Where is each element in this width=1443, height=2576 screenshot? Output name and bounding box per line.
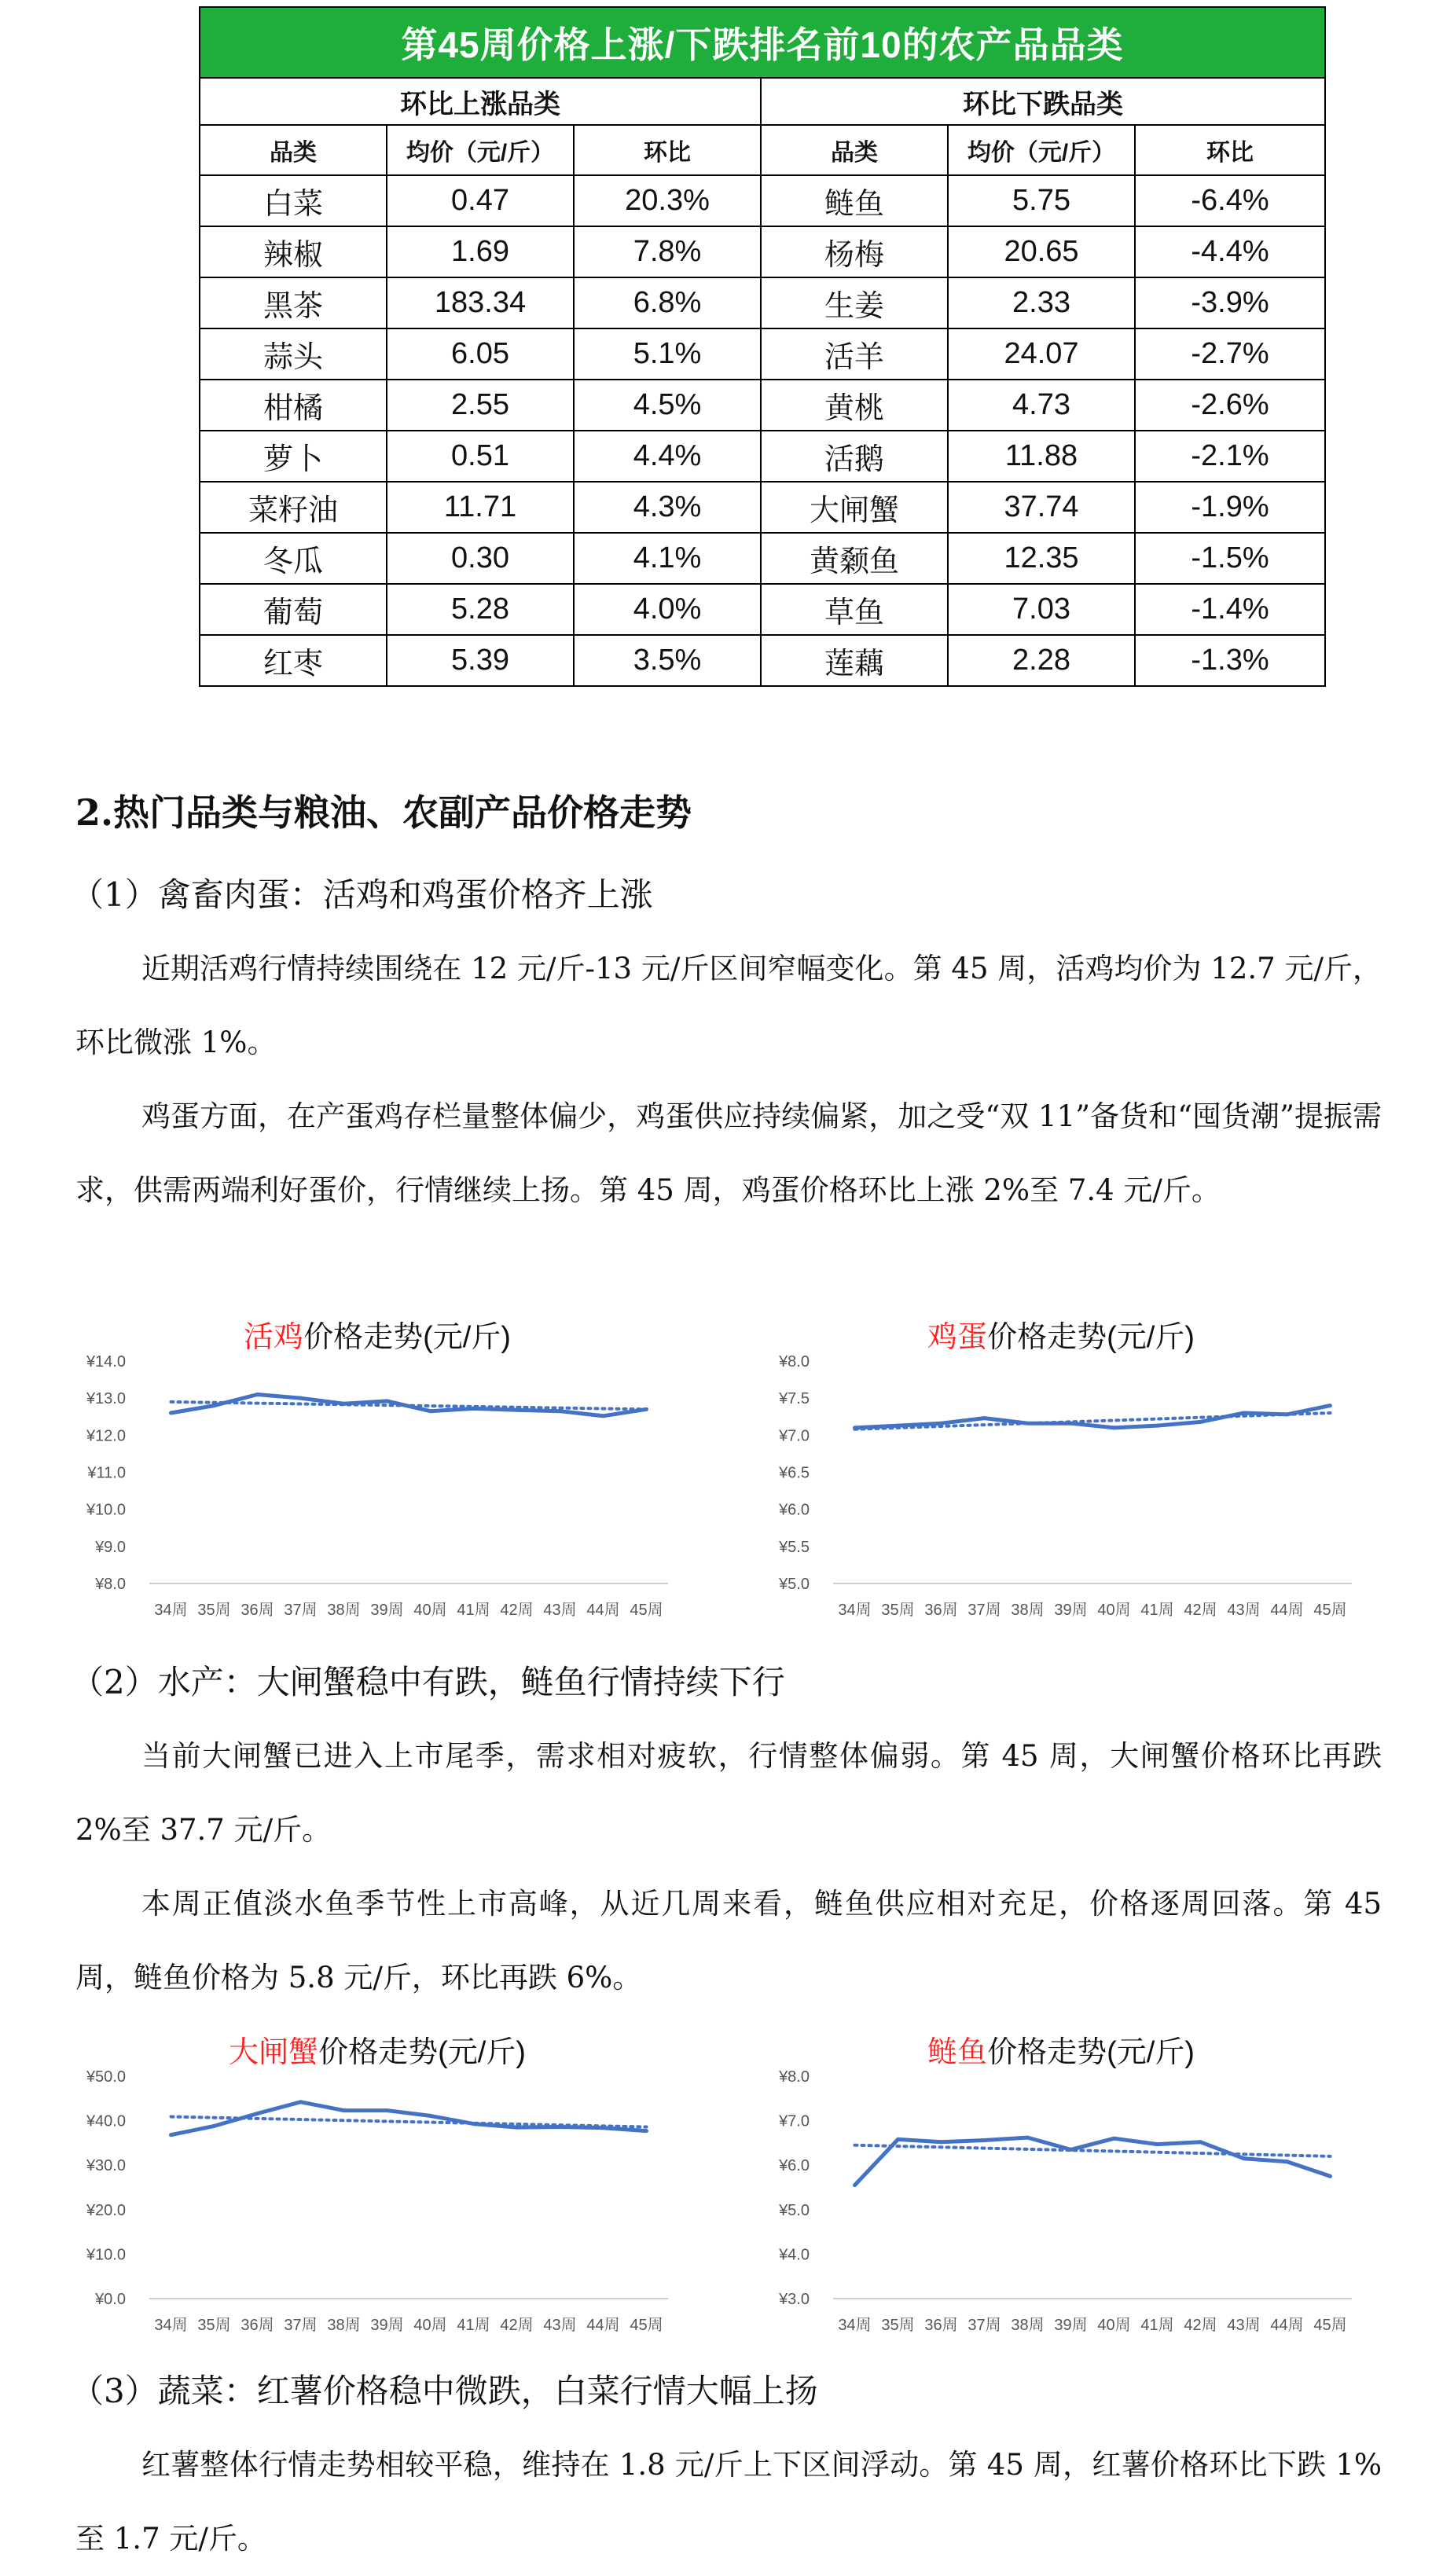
y-tick-label: ¥5.5 [779, 1538, 810, 1556]
data-point [472, 1407, 475, 1411]
table-cell: 3.5% [574, 635, 761, 686]
table-cell: 1.69 [387, 226, 574, 277]
y-tick-label: ¥50.0 [86, 2068, 126, 2086]
data-point [1155, 1424, 1159, 1428]
series-line [171, 2102, 647, 2135]
table-cell: -3.9% [1135, 277, 1325, 328]
series-line [171, 1395, 647, 1416]
x-tick-label: 45周 [1313, 1602, 1347, 1619]
chart-title [63, 1312, 692, 1356]
table-cell: 杨梅 [761, 226, 948, 277]
column-header: 均价（元/斤） [387, 125, 574, 175]
vegetables-paragraph-1: 红薯整体行情走势相较平稳，维持在 1.8 元/斤上下区间浮动。第 45 周，红薯价格环比下跌 1%至 1.7 元/斤。 [75, 2448, 1382, 2556]
data-point [169, 1411, 173, 1415]
x-tick-label: 40周 [1097, 1602, 1131, 1619]
x-tick-label: 41周 [1140, 2317, 1174, 2334]
data-point [169, 2133, 173, 2137]
table-cell: 2.55 [387, 380, 574, 431]
x-tick-label: 41周 [457, 2317, 490, 2334]
table-row [200, 482, 1325, 533]
silver-carp-price-chart [747, 2027, 1375, 2342]
table-cell: 0.30 [387, 533, 574, 584]
table-cell: 黑茶 [200, 277, 387, 328]
table-row [200, 431, 1325, 482]
series-line [855, 2137, 1331, 2185]
table-title: 第45周价格上涨/下跌排名前10的农产品品类 [200, 7, 1325, 78]
data-point [1112, 1426, 1116, 1429]
x-tick-label: 35周 [197, 2317, 231, 2334]
y-tick-label: ¥8.0 [779, 2068, 810, 2086]
table-cell: 4.0% [574, 584, 761, 635]
data-point [299, 1396, 303, 1400]
data-point [1112, 2137, 1116, 2141]
table-cell: 冬瓜 [200, 533, 387, 584]
chart-title-highlight: 鸡蛋 [927, 1321, 988, 1354]
x-tick-label: 42周 [500, 1602, 534, 1619]
table-cell: 柑橘 [200, 380, 387, 431]
table-cell: 大闸蟹 [761, 482, 948, 533]
data-point [1199, 1420, 1202, 1424]
chart-plot [63, 1312, 692, 1627]
table-cell: 6.05 [387, 328, 574, 380]
table-row [200, 226, 1325, 277]
table-cell: 黄桃 [761, 380, 948, 431]
data-point [1155, 2142, 1159, 2146]
chart-title-rest: 价格走势(元/斤) [987, 1321, 1195, 1354]
table-cell: 莲藕 [761, 635, 948, 686]
x-tick-label: 34周 [154, 1602, 188, 1619]
x-tick-label: 41周 [457, 1602, 490, 1619]
table-cell: -1.4% [1135, 584, 1325, 635]
data-point [1285, 2160, 1289, 2163]
x-tick-label: 34周 [838, 2317, 872, 2334]
y-tick-label: ¥4.0 [779, 2246, 810, 2264]
poultry-paragraph-2: 鸡蛋方面，在产蛋鸡存栏量整体偏少，鸡蛋供应持续偏紧，加之受“双 11”备货和“囤货潮”提振需求，供需两端利好蛋价，行情继续上扬。第 45 周，鸡蛋价格环比上涨 2%至 7.4 元/斤。 [75, 1099, 1382, 1207]
y-tick-label: ¥20.0 [86, 2201, 126, 2219]
trendline [855, 2145, 1331, 2156]
table-cell: 11.88 [948, 431, 1135, 482]
data-point [982, 2138, 986, 2142]
vegetables-heading: （3）蔬菜：红薯价格稳中微跌，白菜行情大幅上扬 [71, 2372, 818, 2410]
table-cell: 葡萄 [200, 584, 387, 635]
x-tick-label: 40周 [1097, 2317, 1131, 2334]
poultry-heading: （1）禽畜肉蛋：活鸡和鸡蛋价格齐上涨 [71, 875, 653, 914]
chart-title [747, 1312, 1375, 1356]
table-cell: -6.4% [1135, 175, 1325, 226]
table-cell: -2.7% [1135, 328, 1325, 380]
table-cell: 鲢鱼 [761, 175, 948, 226]
x-tick-label: 43周 [1227, 1602, 1261, 1619]
table-cell: 11.71 [387, 482, 574, 533]
x-tick-label: 40周 [413, 2317, 447, 2334]
x-tick-label: 45周 [630, 2317, 663, 2334]
data-point [255, 2112, 259, 2115]
x-tick-label: 38周 [327, 2317, 361, 2334]
x-tick-label: 36周 [240, 2317, 274, 2334]
table-cell: 5.75 [948, 175, 1135, 226]
table-cell: 20.65 [948, 226, 1135, 277]
table-cell: 4.3% [574, 482, 761, 533]
table-cell: -1.5% [1135, 533, 1325, 584]
y-tick-label: ¥7.0 [779, 2112, 810, 2130]
x-tick-label: 38周 [327, 1602, 361, 1619]
y-tick-label: ¥14.0 [86, 1353, 126, 1371]
x-tick-label: 36周 [924, 1602, 958, 1619]
data-point [428, 2114, 432, 2118]
table-cell: 蒜头 [200, 328, 387, 380]
table-cell: 辣椒 [200, 226, 387, 277]
x-tick-label: 42周 [500, 2317, 534, 2334]
data-point [1026, 1422, 1030, 1426]
y-tick-label: ¥7.5 [779, 1390, 810, 1408]
table-cell: 20.3% [574, 175, 761, 226]
data-point [1242, 1411, 1246, 1415]
y-tick-label: ¥12.0 [86, 1427, 126, 1445]
aquatic-paragraph-1: 当前大闸蟹已进入上市尾季，需求相对疲软，行情整体偏弱。第 45 周，大闸蟹价格环比再跌 2%至 37.7 元/斤。 [75, 1739, 1382, 1847]
data-point [472, 2122, 475, 2126]
data-point [1069, 1422, 1073, 1426]
table-cell: 0.51 [387, 431, 574, 482]
x-tick-label: 39周 [370, 2317, 404, 2334]
chart-title-rest: 价格走势(元/斤) [318, 2036, 526, 2069]
table-cell: 12.35 [948, 533, 1135, 584]
data-point [385, 2108, 389, 2112]
y-tick-label: ¥13.0 [86, 1390, 126, 1408]
table-row [200, 533, 1325, 584]
data-point [1328, 2174, 1332, 2178]
x-tick-label: 37周 [968, 1602, 1001, 1619]
x-tick-label: 39周 [1054, 1602, 1088, 1619]
x-tick-label: 39周 [1054, 2317, 1088, 2334]
data-point [982, 1416, 986, 1420]
poultry-paragraph-1: 近期活鸡行情持续围绕在 12 元/斤-13 元/斤区间窄幅变化。第 45 周，活鸡均价为 12.7 元/斤，环比微涨 1%。 [75, 952, 1382, 1059]
table-cell: 4.73 [948, 380, 1135, 431]
table-cell: 5.39 [387, 635, 574, 686]
x-tick-label: 42周 [1184, 2317, 1217, 2334]
data-point [558, 1409, 562, 1413]
aquatic-paragraph-2: 本周正值淡水鱼季节性上市高峰，从近几周来看，鲢鱼供应相对充足，价格逐周回落。第 45 周，鲢鱼价格为 5.8 元/斤，环比再跌 6%。 [75, 1887, 1382, 1994]
y-tick-label: ¥6.0 [779, 2157, 810, 2175]
price-ranking-table [199, 6, 1326, 687]
x-tick-label: 43周 [543, 2317, 577, 2334]
y-tick-label: ¥0.0 [95, 2291, 126, 2308]
x-tick-label: 36周 [240, 1602, 274, 1619]
data-point [1285, 1412, 1289, 1416]
section-title: 2.热门品类与粮油、农副产品价格走势 [75, 791, 692, 834]
x-tick-label: 36周 [924, 2317, 958, 2334]
data-point [601, 2126, 605, 2130]
table-cell: 萝卜 [200, 431, 387, 482]
table-cell: 2.28 [948, 635, 1135, 686]
table-cell: 活鹅 [761, 431, 948, 482]
table-cell: 红枣 [200, 635, 387, 686]
column-header: 均价（元/斤） [948, 125, 1135, 175]
table-cell: 4.5% [574, 380, 761, 431]
data-point [515, 1408, 519, 1412]
data-point [299, 2100, 303, 2104]
table-row [200, 584, 1325, 635]
table-cell: 活羊 [761, 328, 948, 380]
rise-group-header: 环比上涨品类 [200, 78, 761, 125]
data-point [428, 1409, 432, 1413]
data-point [385, 1399, 389, 1403]
table-cell: 生姜 [761, 277, 948, 328]
table-cell: 白菜 [200, 175, 387, 226]
x-tick-label: 37周 [284, 2317, 318, 2334]
y-tick-label: ¥6.5 [779, 1464, 810, 1482]
x-tick-label: 45周 [1313, 2317, 1347, 2334]
x-tick-label: 39周 [370, 1602, 404, 1619]
y-tick-label: ¥10.0 [86, 1501, 126, 1519]
chart-title-highlight: 大闸蟹 [229, 2036, 319, 2069]
chart-plot [747, 1312, 1375, 1627]
x-tick-label: 34周 [838, 1602, 872, 1619]
table-cell: 24.07 [948, 328, 1135, 380]
table-cell: 183.34 [387, 277, 574, 328]
fall-group-header: 环比下跌品类 [761, 78, 1325, 125]
y-tick-label: ¥8.0 [779, 1353, 810, 1371]
data-point [212, 1404, 216, 1407]
data-point [644, 1407, 648, 1411]
y-tick-label: ¥11.0 [87, 1464, 126, 1482]
x-tick-label: 40周 [413, 1602, 447, 1619]
table-cell: 37.74 [948, 482, 1135, 533]
data-point [939, 2140, 943, 2144]
chart-title [63, 2027, 692, 2071]
data-point [1026, 2136, 1030, 2140]
table-cell: 0.47 [387, 175, 574, 226]
data-point [1069, 2148, 1073, 2152]
chart-title-highlight: 活鸡 [244, 1321, 304, 1354]
table-cell: 5.28 [387, 584, 574, 635]
data-point [342, 1402, 346, 1406]
table-row [200, 380, 1325, 431]
table-cell: 黄颡鱼 [761, 533, 948, 584]
data-point [1328, 1404, 1332, 1407]
x-tick-label: 44周 [586, 1602, 620, 1619]
data-point [896, 2137, 900, 2141]
y-tick-label: ¥7.0 [779, 1427, 810, 1445]
x-tick-label: 42周 [1184, 1602, 1217, 1619]
data-point [1199, 2140, 1202, 2144]
table-cell: 2.33 [948, 277, 1135, 328]
y-tick-label: ¥30.0 [86, 2157, 126, 2175]
y-tick-label: ¥8.0 [95, 1576, 126, 1593]
chart-title-highlight: 鲢鱼 [927, 2036, 988, 2069]
chart-plot [747, 2027, 1375, 2342]
data-point [939, 1422, 943, 1426]
x-tick-label: 43周 [1227, 2317, 1261, 2334]
y-tick-label: ¥40.0 [86, 2112, 126, 2130]
table-cell: 5.1% [574, 328, 761, 380]
x-tick-label: 38周 [1011, 2317, 1045, 2334]
y-tick-label: ¥6.0 [779, 1501, 810, 1519]
aquatic-heading: （2）水产：大闸蟹稳中有跌，鲢鱼行情持续下行 [71, 1663, 785, 1701]
data-point [1242, 2156, 1246, 2160]
chart-title-rest: 价格走势(元/斤) [303, 1321, 511, 1354]
table-cell: 4.1% [574, 533, 761, 584]
data-point [558, 2125, 562, 2129]
data-point [601, 1414, 605, 1418]
x-tick-label: 37周 [284, 1602, 318, 1619]
chart-plot [63, 2027, 692, 2342]
x-tick-label: 44周 [586, 2317, 620, 2334]
data-point [644, 2129, 648, 2133]
data-point [515, 2126, 519, 2130]
data-point [853, 1426, 857, 1429]
chart-title-rest: 价格走势(元/斤) [987, 2036, 1195, 2069]
egg-price-chart [747, 1312, 1375, 1627]
table-cell: -1.9% [1135, 482, 1325, 533]
chart-title [747, 2027, 1375, 2071]
x-tick-label: 44周 [1270, 2317, 1304, 2334]
table-row [200, 635, 1325, 686]
table-row [200, 277, 1325, 328]
y-tick-label: ¥3.0 [779, 2291, 810, 2308]
live-chicken-price-chart [63, 1312, 692, 1627]
table-cell: 7.8% [574, 226, 761, 277]
x-tick-label: 38周 [1011, 1602, 1045, 1619]
x-tick-label: 34周 [154, 2317, 188, 2334]
column-header: 品类 [761, 125, 948, 175]
hairy-crab-price-chart [63, 2027, 692, 2342]
column-header: 环比 [574, 125, 761, 175]
table-row [200, 175, 1325, 226]
data-point [212, 2124, 216, 2128]
data-point [255, 1393, 259, 1396]
table-cell: -1.3% [1135, 635, 1325, 686]
table-cell: 6.8% [574, 277, 761, 328]
x-tick-label: 45周 [630, 1602, 663, 1619]
column-header: 品类 [200, 125, 387, 175]
y-tick-label: ¥5.0 [779, 1576, 810, 1593]
table-cell: 菜籽油 [200, 482, 387, 533]
table-cell: 草鱼 [761, 584, 948, 635]
x-tick-label: 43周 [543, 1602, 577, 1619]
y-tick-label: ¥5.0 [779, 2201, 810, 2219]
x-tick-label: 35周 [197, 1602, 231, 1619]
column-header: 环比 [1135, 125, 1325, 175]
x-tick-label: 41周 [1140, 1602, 1174, 1619]
x-tick-label: 35周 [881, 1602, 915, 1619]
y-tick-label: ¥10.0 [86, 2246, 126, 2264]
table-row [200, 328, 1325, 380]
table-cell: -4.4% [1135, 226, 1325, 277]
x-tick-label: 35周 [881, 2317, 915, 2334]
x-tick-label: 37周 [968, 2317, 1001, 2334]
y-tick-label: ¥9.0 [95, 1538, 126, 1556]
data-point [342, 2108, 346, 2112]
table-cell: 7.03 [948, 584, 1135, 635]
data-point [853, 2183, 857, 2187]
table-cell: 4.4% [574, 431, 761, 482]
table-cell: -2.1% [1135, 431, 1325, 482]
x-tick-label: 44周 [1270, 1602, 1304, 1619]
data-point [896, 1424, 900, 1428]
table-cell: -2.6% [1135, 380, 1325, 431]
